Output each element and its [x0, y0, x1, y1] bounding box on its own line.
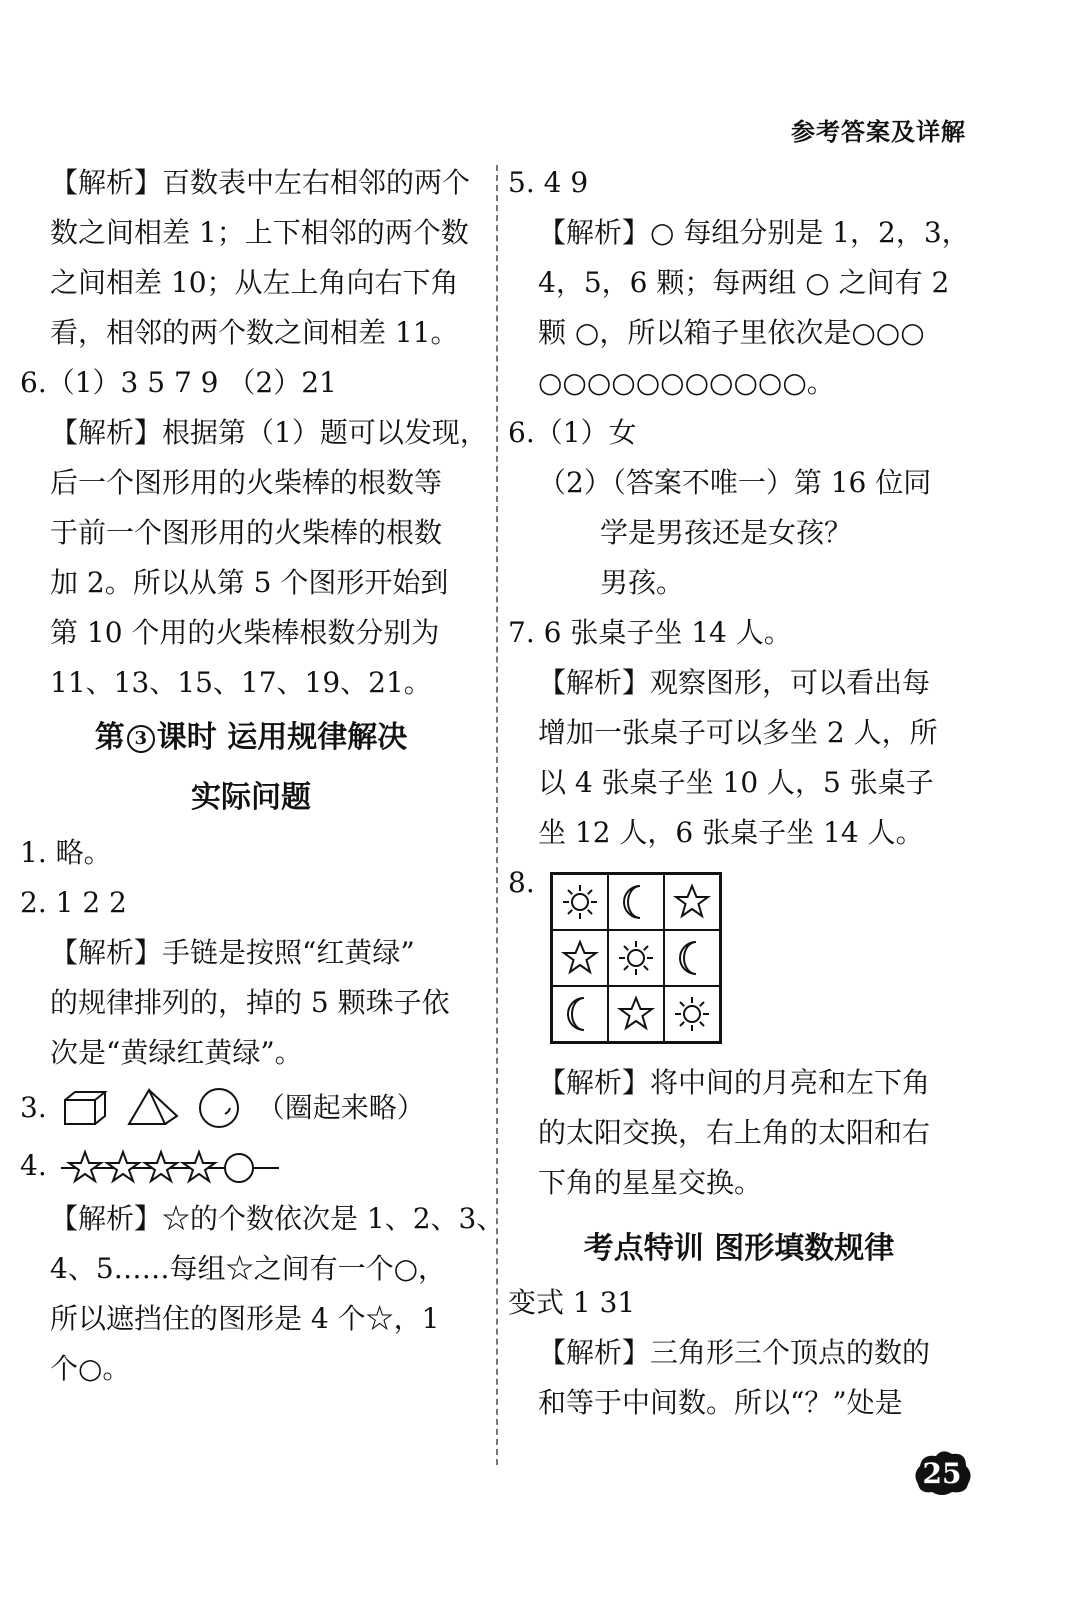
cube-icon	[61, 1088, 111, 1128]
section-title: 考点特训 图形填数规律	[583, 1231, 895, 1266]
text-line: 坐 12 人，6 张桌子坐 14 人。	[538, 816, 924, 849]
text-line: 加 2。所以从第 5 个图形开始到	[50, 566, 449, 599]
lesson-number: 3	[127, 725, 155, 753]
right-column	[508, 158, 970, 1428]
text-line: 下角的星星交换。	[538, 1166, 763, 1199]
answer-6-right: 6.（1）女	[508, 416, 637, 449]
answer-3	[20, 1078, 482, 1138]
answer-3-number: 3.	[20, 1091, 47, 1124]
text-line: 男孩。	[600, 566, 685, 599]
pyramid-icon	[125, 1086, 181, 1130]
star-icon	[664, 874, 720, 930]
text-line: 4，5，6 颗；每两组 ○ 之间有 2	[538, 266, 950, 299]
text-line: 于前一个图形用的火柴棒的根数	[50, 516, 443, 549]
text-line: （2）（答案不唯一）第 16 位同	[538, 466, 932, 499]
text-line: 【解析】根据第（1）题可以发现，	[50, 416, 488, 449]
text-line: 【解析】○ 每组分别是 1，2，3，	[538, 216, 970, 249]
text-line: 【解析】三角形三个顶点的数的	[538, 1336, 931, 1369]
star-sequence-icon	[61, 1146, 281, 1186]
answer-1: 1. 略。	[20, 836, 112, 869]
lesson-title-prefix: 第	[94, 720, 125, 755]
text-line: 11、13、15、17、19、21。	[50, 666, 432, 699]
text-line: 次是“黄绿红黄绿”。	[50, 1036, 303, 1069]
answer-6: 6.（1）3 5 7 9 （2）21	[20, 366, 337, 399]
answer-4-number: 4.	[20, 1149, 47, 1182]
answer-3-note: （圈起来略）	[256, 1091, 425, 1124]
text-line: 4、5……每组☆之间有一个○，	[50, 1252, 447, 1285]
text-line: 以 4 张桌子坐 10 人，5 张桌子	[538, 766, 934, 799]
answer-7: 7. 6 张桌子坐 14 人。	[508, 616, 792, 649]
text-line: 所以遮挡住的图形是 4 个☆，1	[50, 1302, 440, 1335]
text-line: 和等于中间数。所以“？”处是	[538, 1386, 903, 1419]
text-line: 【解析】将中间的月亮和左下角	[538, 1066, 931, 1099]
text-line: 【解析】百数表中左右相邻的两个	[50, 166, 471, 199]
text-line: 看，相邻的两个数之间相差 11。	[50, 316, 459, 349]
text-line: 的太阳交换，右上角的太阳和右	[538, 1116, 931, 1149]
answer-8: 8.	[508, 866, 535, 899]
sun-icon	[664, 986, 720, 1042]
lesson-title-main: 课时 运用规律解决	[156, 720, 408, 755]
text-line: 第 10 个用的火柴棒根数分别为	[50, 616, 440, 649]
star-icon	[552, 930, 608, 986]
variant-1: 变式 1 31	[508, 1286, 636, 1319]
text-line: 个○。	[50, 1352, 131, 1385]
sphere-icon	[195, 1086, 243, 1130]
answer-5: 5. 4 9	[508, 166, 589, 199]
sun-icon	[552, 874, 608, 930]
text-line: 【解析】☆的个数依次是 1、2、3、	[50, 1202, 505, 1235]
text-line: 【解析】手链是按照“红黄绿”	[50, 936, 415, 969]
text-line: 后一个图形用的火柴棒的根数等	[50, 466, 443, 499]
symbol-grid	[550, 872, 722, 1044]
text-line: 增加一张桌子可以多坐 2 人，所	[538, 716, 938, 749]
page-header: 参考答案及详解	[791, 117, 966, 146]
lesson-title	[20, 708, 482, 768]
star-icon	[608, 986, 664, 1042]
left-column	[20, 158, 505, 1394]
moon-icon	[552, 986, 608, 1042]
answer-2: 2. 1 2 2	[20, 886, 127, 919]
text-line: 的规律排列的，掉的 5 颗珠子依	[50, 986, 450, 1019]
text-line: 学是男孩还是女孩？	[600, 516, 853, 549]
page-number	[908, 1448, 976, 1498]
text-line: 【解析】观察图形，可以看出每	[538, 666, 931, 699]
moon-icon	[664, 930, 720, 986]
answer-4	[20, 1138, 482, 1194]
page-number-text: 25	[922, 1456, 962, 1490]
column-divider	[496, 165, 498, 1465]
text-line: 颗 ○，所以箱子里依次是○○○	[538, 316, 925, 349]
lesson-subtitle: 实际问题	[191, 780, 311, 815]
moon-icon	[608, 874, 664, 930]
text-line: ○○○○○○○○○○○。	[538, 366, 835, 399]
sun-icon	[608, 930, 664, 986]
text-line: 之间相差 10；从左上角向右下角	[50, 266, 459, 299]
text-line: 数之间相差 1；上下相邻的两个数	[50, 216, 469, 249]
